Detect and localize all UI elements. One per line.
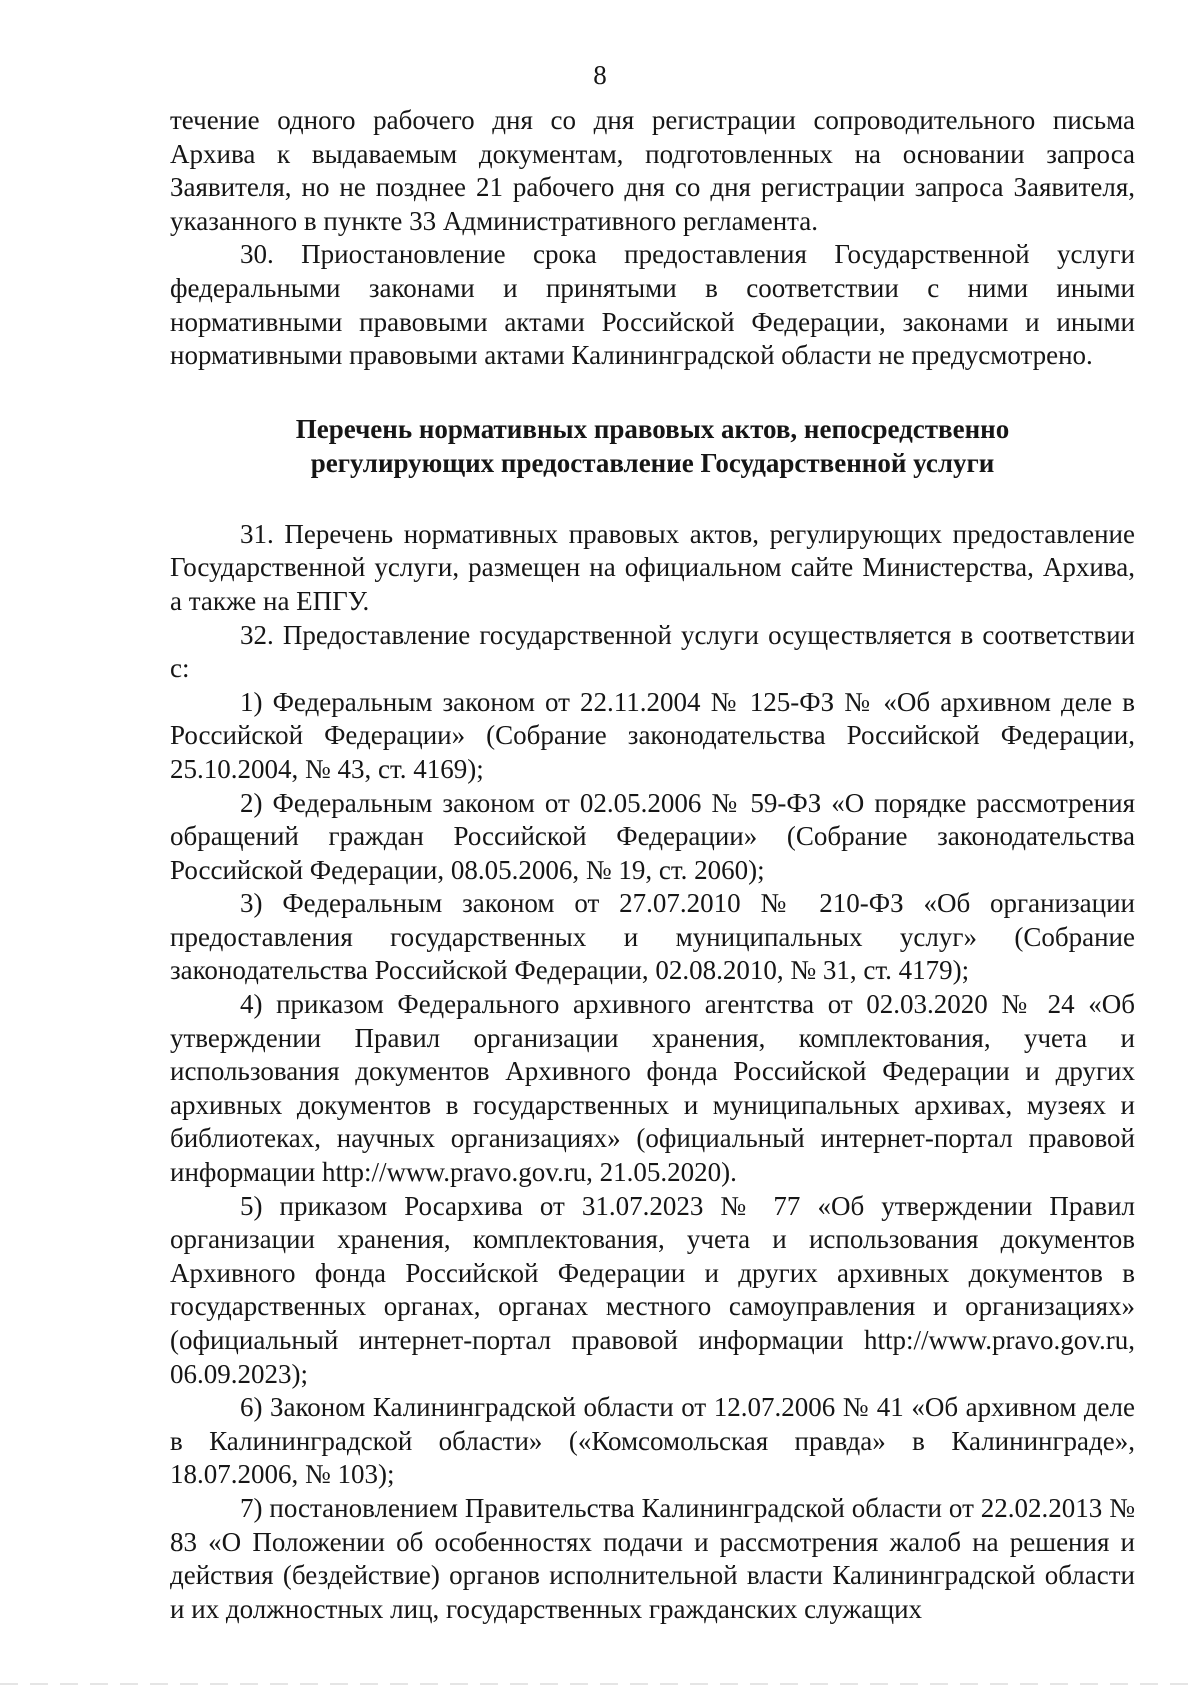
- paragraph-31: 31. Перечень нормативных правовых актов, регулирующих предоставление Государственной услуги, размещен на официальном сайте Министерства, Архива, а также на ЕПГУ.: [170, 518, 1135, 616]
- list-item-2: 2) Федеральным законом от 02.05.2006 № 59-ФЗ «О порядке рассмотрения обращений граждан Российской Федерации» (Собрание законодательства Российской Федерации, 08.05.2006, № 19, ст. 2060);: [170, 787, 1135, 885]
- section-heading-line-2: регулирующих предоставление Государственной услуги: [310, 447, 995, 478]
- list-item-4: 4) приказом Федерального архивного агентства от 02.03.2020 № 24 «Об утверждении Правил организации хранения, комплектования, учета и использования документов Архивного фонда Российской Федерации и других архивных документов в государственных и муниципальных архивах, музеях и библиотеках, научных организациях» (официальный интернет-портал правовой информации http://www.pravo.gov.ru, 21.05.2020).: [170, 989, 1135, 1188]
- paragraph-32: 32. Предоставление государственной услуги осуществляется в соответствии с:: [170, 619, 1135, 684]
- list-item-5: 5) приказом Росархива от 31.07.2023 № 77 «Об утверждении Правил организации хранения, комплектования, учета и использования документов Архивного фонда Российской Федерации и других архивных документов в государственных органах, органах местного самоуправления и организациях» (официальный интернет-портал правовой информации http://www.pravo.gov.ru, 06.09.2023);: [170, 1190, 1135, 1389]
- list-item-7: 7) постановлением Правительства Калининградской области от 22.02.2013 № 83 «О Положении об особенностях подачи и рассмотрения жалоб на решения и действия (бездействие) органов исполнительной власти Калининградской области и их должностных лиц, государственных гражданских служащих: [170, 1492, 1135, 1624]
- list-item-1: 1) Федеральным законом от 22.11.2004 № 125-ФЗ № «Об архивном деле в Российской Федерации» (Собрание законодательства Российской Федерации, 25.10.2004, № 43, ст. 4169);: [170, 686, 1135, 784]
- list-item-3: 3) Федеральным законом от 27.07.2010 № 210-ФЗ «Об организации предоставления государственных и муниципальных услуг» (Собрание законодательства Российской Федерации, 02.08.2010, № 31, ст. 4179);: [170, 888, 1135, 986]
- section-heading: [170, 412, 1135, 480]
- paragraph-30: 30. Приостановление срока предоставления Государственной услуги федеральными законами и принятыми в соответствии с ними иными нормативными правовыми актами Российской Федерации, законами и иными нормативными правовыми актами Калининградской области не предусмотрено.: [170, 239, 1135, 371]
- section-heading-line-1: Перечень нормативных правовых актов, непосредственно: [295, 413, 1010, 444]
- list-item-6: 6) Законом Калининградской области от 12.07.2006 № 41 «Об архивном деле в Калининградской области» («Комсомольская правда» в Калининграде», 18.07.2006, № 103);: [170, 1392, 1135, 1490]
- paragraph-continuation: течение одного рабочего дня со дня регистрации сопроводительного письма Архива к выдаваемым документам, подготовленных на основании запроса Заявителя, но не позднее 21 рабочего дня со дня регистрации запроса Заявителя, указанного в пункте 33 Административного регламента.: [170, 105, 1135, 236]
- document-body: [170, 104, 1135, 1626]
- scan-edge-artifact: [0, 1683, 1200, 1685]
- page-number: 8: [593, 60, 607, 90]
